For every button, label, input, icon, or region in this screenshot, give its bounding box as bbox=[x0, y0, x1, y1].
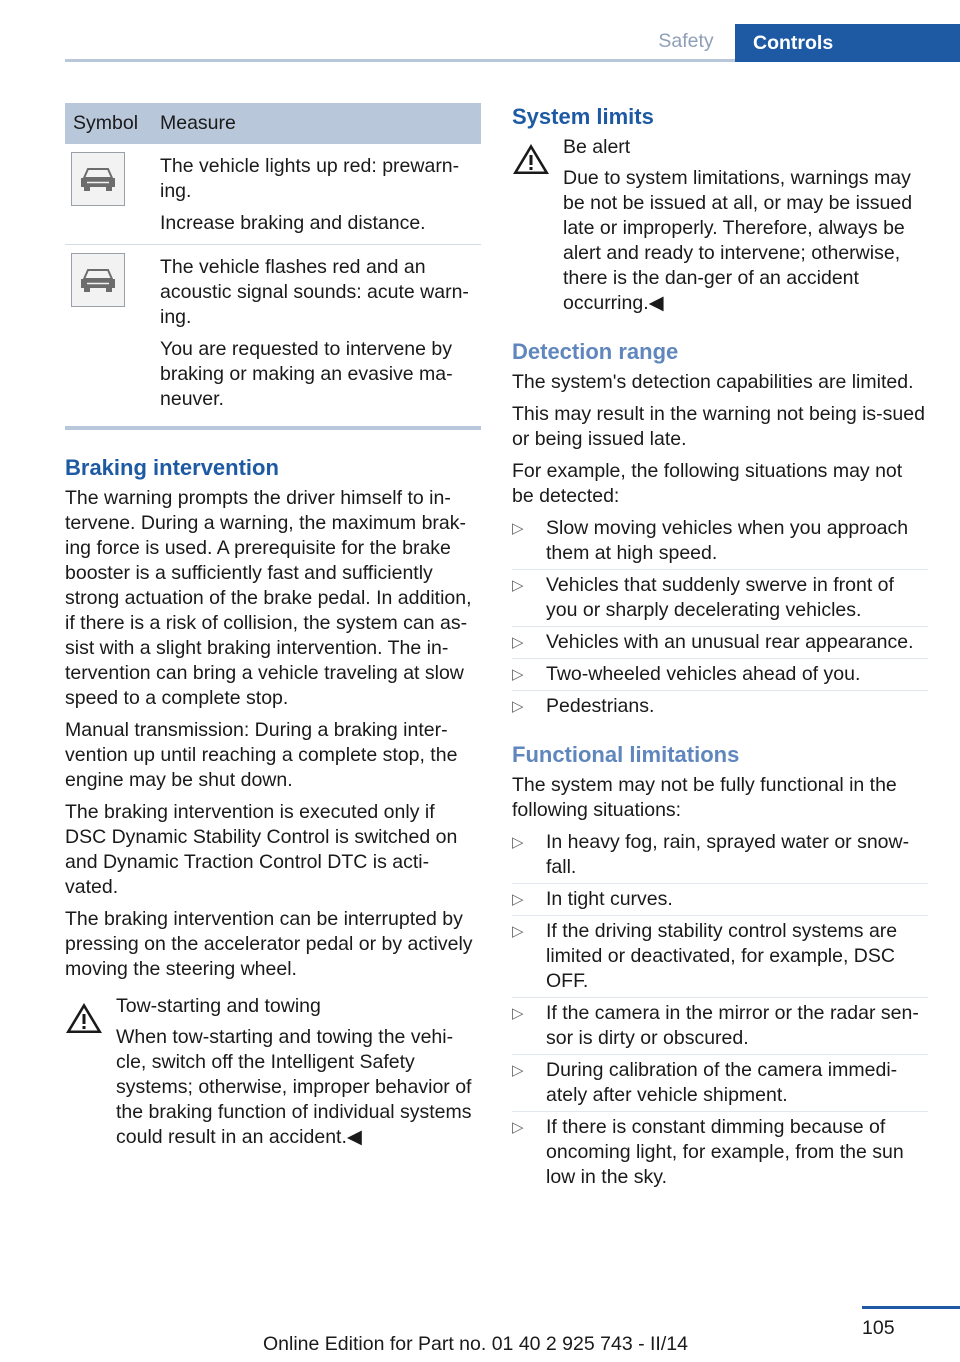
warning-text bbox=[563, 166, 928, 316]
table-row bbox=[65, 245, 481, 425]
right-column bbox=[512, 103, 928, 1197]
warning-title: Be alert bbox=[563, 136, 631, 158]
alert-warning bbox=[512, 135, 928, 316]
bullet-arrow-icon: ▷ bbox=[512, 1119, 524, 1136]
bullet-arrow-icon: ▷ bbox=[512, 1005, 524, 1022]
body-paragraph: The braking intervention can be interrupted by pressing on the accelerator pedal or by actively moving the steering wheel. bbox=[65, 908, 473, 980]
warning-icon bbox=[512, 143, 550, 175]
list-item: ▷ Pedestrians. bbox=[512, 695, 655, 717]
bullet-arrow-icon: ▷ bbox=[512, 666, 524, 683]
list-item: ▷ Vehicles with an unusual rear appearance. bbox=[512, 630, 928, 655]
list-item: ▷ If there is constant dimming because of oncoming light, for example, from the sun low in the sky. bbox=[512, 1116, 904, 1188]
table-header-measure: Measure bbox=[160, 103, 481, 144]
car-front-icon bbox=[71, 253, 125, 307]
list-item: ▷ During calibration of the camera immedi-ately after vehicle shipment. bbox=[512, 1058, 928, 1108]
measure-text: You are requested to intervene by braking or making an evasive ma-neuver. bbox=[160, 338, 453, 410]
bullet-arrow-icon: ▷ bbox=[512, 834, 524, 851]
body-paragraph: The system's detection capabilities are limited. bbox=[512, 371, 914, 393]
bullet-arrow-icon: ▷ bbox=[512, 923, 524, 940]
measure-text: The vehicle flashes red and an acoustic signal sounds: acute warn-ing. bbox=[160, 256, 469, 328]
header-chapter-controls[interactable]: Controls bbox=[735, 24, 960, 62]
body-paragraph: The warning prompts the driver himself to in-tervene. During a warning, the maximum brak-ing force is used. A prerequisite for the brake booster is a sufficiently fast and sufficiently strong actuation of the brake pedal. In addition, if there is a risk of collision, the system can as-sist with a slight braking intervention. The in-tervention can bring a vehicle traveling at slow speed to a complete stop. bbox=[65, 487, 472, 709]
page-number: 105 bbox=[862, 1317, 895, 1339]
table-end-rule bbox=[65, 426, 481, 430]
body-paragraph: The braking intervention is executed only if DSC Dynamic Stability Control is switched on and Dynamic Traction Control DTC is acti-vated. bbox=[65, 801, 458, 898]
measure-text: Increase braking and distance. bbox=[160, 212, 426, 234]
bullet-arrow-icon: ▷ bbox=[512, 634, 524, 651]
bullet-arrow-icon: ▷ bbox=[512, 520, 524, 537]
list-item: ▷ In tight curves. bbox=[512, 887, 928, 912]
measure-text: The vehicle lights up red: prewarn-ing. bbox=[160, 155, 460, 202]
car-front-icon bbox=[71, 152, 125, 206]
table-row bbox=[65, 144, 481, 245]
header-section-safety[interactable]: Safety bbox=[658, 30, 714, 52]
bullet-arrow-icon: ▷ bbox=[512, 891, 524, 908]
edition-footer: Online Edition for Part no. 01 40 2 925 743 - II/14 bbox=[263, 1333, 688, 1355]
body-paragraph: The system may not be fully functional in the following situations: bbox=[512, 774, 897, 821]
detection-list bbox=[512, 516, 928, 719]
warning-title: Tow-starting and towing bbox=[116, 995, 321, 1017]
list-item: ▷ Two-wheeled vehicles ahead of you. bbox=[512, 662, 928, 687]
footer-rule bbox=[862, 1306, 960, 1309]
bullet-arrow-icon: ▷ bbox=[512, 698, 524, 715]
functional-limitations-heading: Functional limitations bbox=[512, 742, 740, 767]
list-item: ▷ In heavy fog, rain, sprayed water or snow-fall. bbox=[512, 830, 928, 880]
warning-icon bbox=[65, 1002, 103, 1034]
bullet-arrow-icon: ▷ bbox=[512, 1062, 524, 1079]
detection-range-heading: Detection range bbox=[512, 339, 679, 364]
list-item: ▷ If the camera in the mirror or the radar sen-sor is dirty or obscured. bbox=[512, 1001, 928, 1051]
body-paragraph: Manual transmission: During a braking inter-vention up until reaching a complete stop, the engine may be shut down. bbox=[65, 719, 458, 791]
list-item: ▷ If the driving stability control systems are limited or deactivated, for example, DSC OFF. bbox=[512, 919, 928, 994]
left-column bbox=[65, 103, 481, 1150]
warning-text bbox=[116, 1025, 481, 1150]
system-limits-heading: System limits bbox=[512, 104, 654, 129]
body-paragraph: For example, the following situations may not be detected: bbox=[512, 460, 903, 507]
warning-body: Due to system limitations, warnings may be not be issued at all, or may be issued late or improperly. Therefore, always be alert and ready to intervene; otherwise, there is the dan-ger of an accident occurring.◀ bbox=[563, 167, 913, 314]
towing-warning bbox=[65, 994, 481, 1150]
bullet-arrow-icon: ▷ bbox=[512, 577, 524, 594]
list-item: ▷ Slow moving vehicles when you approach them at high speed. bbox=[512, 516, 928, 566]
list-item: ▷ Vehicles that suddenly swerve in front of you or sharply decelerating vehicles. bbox=[512, 573, 928, 623]
braking-intervention-heading: Braking intervention bbox=[65, 455, 279, 480]
symbol-table bbox=[65, 103, 481, 424]
warning-body: When tow-starting and towing the vehi-cle, switch off the Intelligent Safety systems; otherwise, improper behavior of the braking function of individual systems could result in an accident.◀ bbox=[116, 1026, 472, 1148]
table-header-symbol: Symbol bbox=[65, 103, 160, 144]
body-paragraph: This may result in the warning not being is-sued or being issued late. bbox=[512, 403, 925, 450]
functional-list bbox=[512, 830, 928, 1190]
